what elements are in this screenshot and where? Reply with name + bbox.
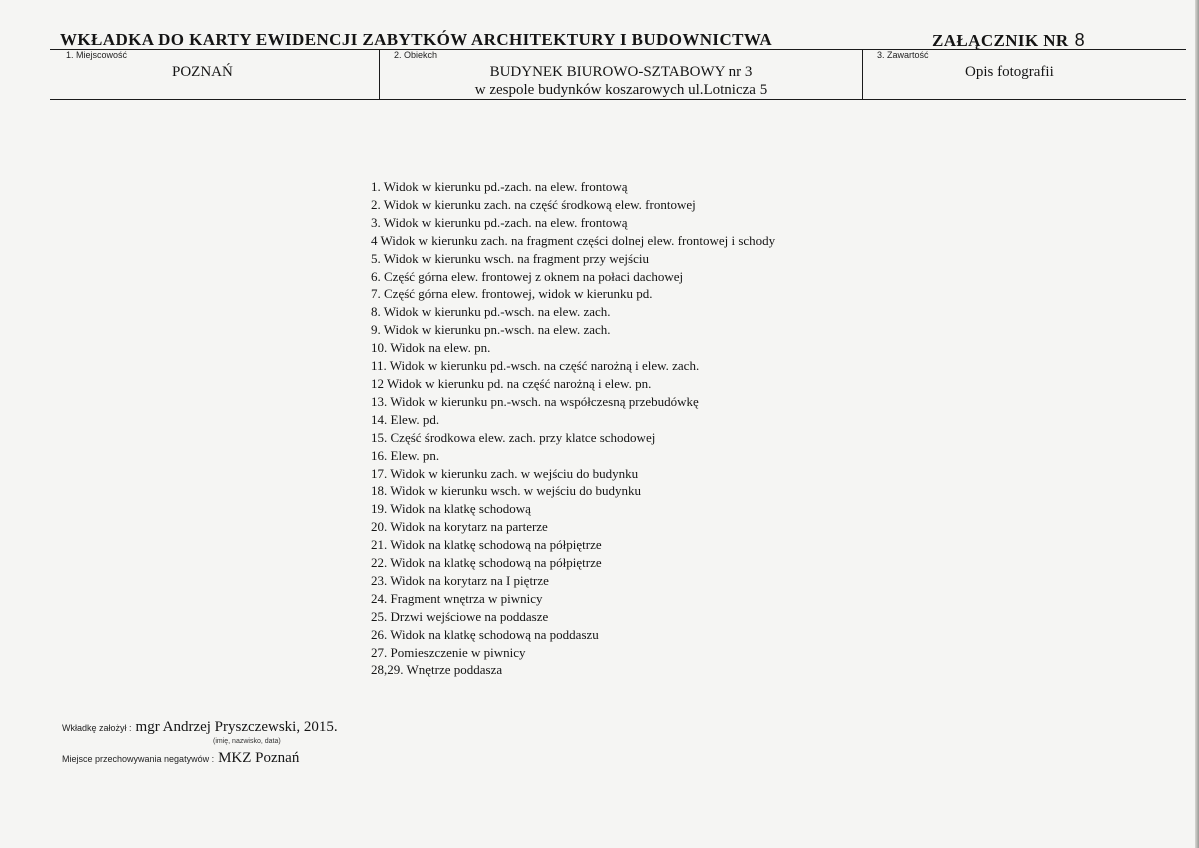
photo-list-item: 18. Widok w kierunku wsch. w wejściu do budynku xyxy=(371,483,642,499)
object-value-line2: w zespole budynków koszarowych ul.Lotnicza 5 xyxy=(474,82,768,98)
photo-list-item: 24. Fragment wnętrza w piwnicy xyxy=(371,590,543,606)
photo-list-item: 27. Pomieszczenie w piwnicy xyxy=(371,644,526,660)
content-value: Opis fotografii xyxy=(965,64,1054,80)
header-rule-bottom xyxy=(50,99,1186,100)
photo-list-item: 3. Widok w kierunku pd.-zach. na elew. frontową xyxy=(371,214,628,230)
photo-list-item: 21. Widok na klatkę schodową na półpiętrze xyxy=(371,537,602,553)
photo-list-item: 28,29. Wnętrze poddasza xyxy=(371,662,503,678)
photo-list-item: 16. Elew. pn. xyxy=(371,447,440,463)
storage-label: Miejsce przechowywania negatywów : xyxy=(62,754,215,764)
photo-list-item: 1. Widok w kierunku pd.-zach. na elew. frontową xyxy=(371,179,628,194)
locality-value: POZNAŃ xyxy=(172,64,233,80)
photo-list-item: 8. Widok w kierunku pd.-wsch. na elew. zach. xyxy=(371,304,611,320)
photo-list-item: 11. Widok w kierunku pd.-wsch. na część narożną i elew. zach. xyxy=(371,358,700,374)
page-edge xyxy=(1195,0,1199,848)
photo-list-item: 9. Widok w kierunku pn.-wsch. na elew. zach. xyxy=(371,322,611,338)
annex-label xyxy=(932,30,1085,51)
storage-value: MKZ Poznań xyxy=(218,750,300,766)
photo-list-item: 22. Widok na klatkę schodową na półpiętrze xyxy=(371,555,602,571)
photo-list-item: 17. Widok w kierunku zach. w wejściu do budynku xyxy=(371,465,639,481)
photo-list-item: 15. Część środkowa elew. zach. przy klatce schodowej xyxy=(371,429,656,445)
object-label: 2. Obiekch xyxy=(394,50,438,60)
created-by-value: mgr Andrzej Pryszczewski, 2015. xyxy=(135,719,338,735)
document-title: WKŁADKA DO KARTY EWIDENCJI ZABYTKÓW ARCHITEKTURY I BUDOWNICTWA xyxy=(60,30,773,49)
photo-list-item: 5. Widok w kierunku wsch. na fragment przy wejściu xyxy=(371,250,649,266)
content-label: 3. Zawartość xyxy=(877,50,929,60)
photo-list-item: 23. Widok na korytarz na I piętrze xyxy=(371,572,549,588)
created-by-label: Wkładkę założył : xyxy=(62,723,132,733)
photo-description-list xyxy=(371,178,775,679)
photo-list-item: 25. Drzwi wejściowe na poddasze xyxy=(371,608,549,624)
annex-number: 8 xyxy=(1074,30,1085,50)
photo-list-item: 19. Widok na klatkę schodową xyxy=(371,501,531,517)
photo-list-item: 4 Widok w kierunku zach. na fragment części dolnej elew. frontowej i schody xyxy=(371,232,776,248)
photo-list-item: 14. Elew. pd. xyxy=(371,411,440,427)
photo-list-item: 6. Część górna elew. frontowej z oknem na połaci dachowej xyxy=(371,268,684,284)
field-divider-2 xyxy=(862,49,863,100)
storage-line xyxy=(62,749,299,767)
created-by-note: (imię, nazwisko, data) xyxy=(213,738,281,745)
photo-list-item: 26. Widok na klatkę schodową na poddaszu xyxy=(371,626,599,642)
photo-list-item: 13. Widok w kierunku pn.-wsch. na współczesną przebudówkę xyxy=(371,393,699,409)
object-value-line1: BUDYNEK BIUROWO-SZTABOWY nr 3 xyxy=(489,64,753,80)
annex-label-text: ZAŁĄCZNIK NR xyxy=(932,31,1069,50)
photo-list-item: 20. Widok na korytarz na parterze xyxy=(371,519,548,535)
photo-list-item: 12 Widok w kierunku pd. na część narożną i elew. pn. xyxy=(371,375,652,391)
photo-list-item: 7. Część górna elew. frontowej, widok w kierunku pd. xyxy=(371,286,653,302)
photo-list-item: 10. Widok na elew. pn. xyxy=(371,340,491,356)
locality-label: 1. Miejscowość xyxy=(66,50,128,60)
photo-list-item: 2. Widok w kierunku zach. na część środkową elew. frontowej xyxy=(371,196,696,212)
created-by-line xyxy=(62,718,338,736)
header-rule-top xyxy=(50,49,1186,50)
